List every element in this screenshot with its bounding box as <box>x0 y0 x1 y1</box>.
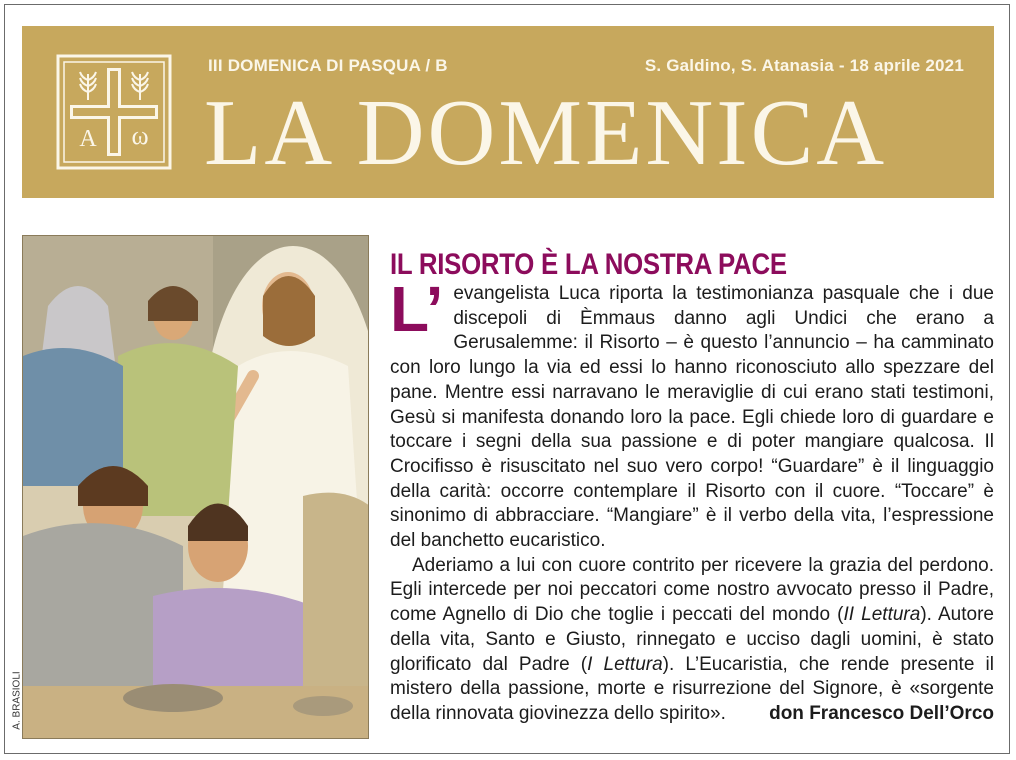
paragraph-2-text-b: ). Autore della vita, Santo e Giusto, rinnegato e ucciso dagli uomini, è stato glorificato dal Padre ( <box>390 604 994 675</box>
article-paragraph-2 <box>390 554 994 727</box>
author-signature: don Francesco Dell’Orco <box>769 702 994 724</box>
paragraph-1-text: evangelista Luca riporta la testimonianza pasquale che i due discepoli di Èmmaus danno agli Undici che erano a Gerusalemme: il Risorto – è questo l’annuncio – ha camminato con loro lungo la via ed essi lo hanno riconosciuto allo spezzare del pane. Mentre essi narravano le meraviglie di cui erano stati testimoni, Gesù si manifesta donando loro la pace. Egli chiede loro di guardare e toccare i segni della sua passione e di poter mangiare qualcosa. Il Crocifisso è risuscitato nel suo vero corpo! “Guardare” è il linguaggio della carità: occorre contemplare il Risorto con il cuore. “Toccare” è sinonimo di abbracciare. “Mangiare” è il verbo della vita, l’espressione del banchetto eucaristico. <box>390 283 994 552</box>
edition-label: III DOMENICA DI PASQUA / B <box>208 56 448 75</box>
alpha-omega-cross-logo <box>56 54 172 170</box>
reading-ref-second: II Lettura <box>843 604 921 626</box>
illustration-credit: A. BRASIOLI <box>11 671 23 730</box>
article-headline: IL RISORTO È LA NOSTRA PACE <box>390 248 787 282</box>
date-label: S. Galdino, S. Atanasia - 18 aprile 2021 <box>644 56 964 75</box>
article-paragraph-1 <box>390 273 994 554</box>
masthead <box>22 26 994 198</box>
risen-christ-illustration <box>22 235 369 739</box>
illustration-drawing <box>23 236 369 739</box>
logo-omega: ω <box>131 121 149 150</box>
publication-title: LA DOMENICA <box>204 81 888 185</box>
logo-alpha: A <box>79 126 97 152</box>
reading-ref-first: I Lettura <box>587 653 663 675</box>
article-body <box>390 273 994 727</box>
paragraph-2-text-a: Aderiamo a lui con cuore contrito per ricevere la grazia del perdono. Egli intercede per noi peccatori come nostro avvocato presso il Padre, come Agnello di Dio che toglie i peccati del mondo ( <box>390 554 994 626</box>
drop-cap: L’ <box>390 273 444 345</box>
paragraph-2-text-c: ). L’Eucaristia, che rende presente il mistero della passione, morte e risurrezione del Signore, è «sorgente della rinnovata giovinezza dello spirito». <box>390 653 994 724</box>
